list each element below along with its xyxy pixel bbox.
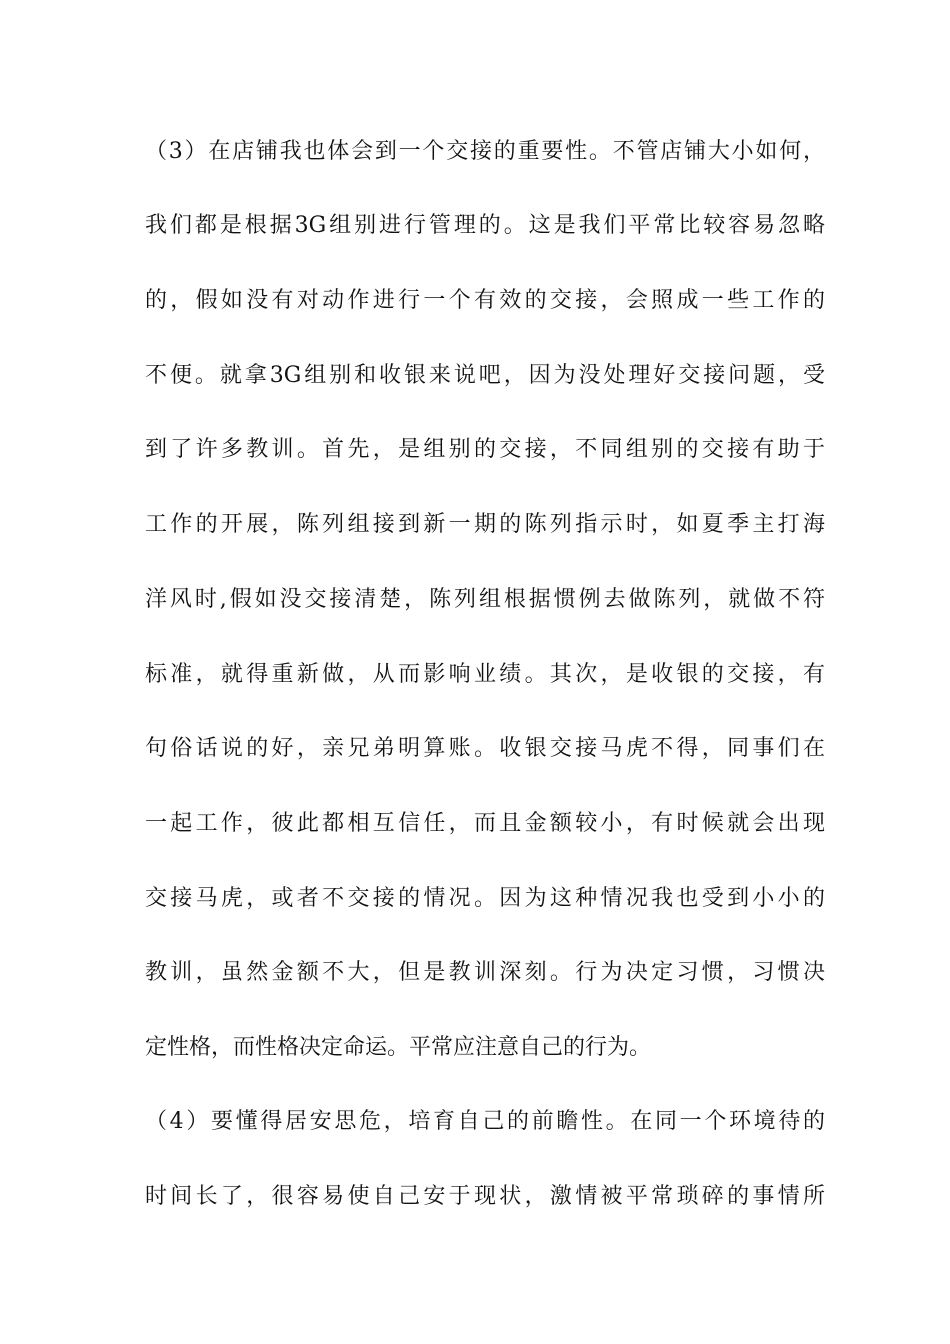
text-line: 定性格，而性格决定命运。平常应注意自己的行为。: [145, 1035, 652, 1060]
text-line: 的，假如没有对动作进行一个有效的交接，会照成一些工作的: [145, 288, 825, 313]
text-line: （3）在店铺我也体会到一个交接的重要性。不管店铺大小如何，: [145, 139, 825, 164]
text-line: 交接马虎，或者不交接的情况。因为这种情况我也受到小小的: [145, 886, 825, 911]
text-line: 到了许多教训。首先，是组别的交接，不同组别的交接有助于: [145, 437, 825, 462]
text-line: 不便。就拿3G组别和收银来说吧，因为没处理好交接问题，受: [145, 363, 825, 388]
text-line: （4）要懂得居安思危，培育自己的前瞻性。在同一个环境待的: [145, 1109, 825, 1134]
text-line: 工作的开展，陈列组接到新一期的陈列指示时，如夏季主打海: [145, 512, 825, 537]
text-line: 教训，虽然金额不大，但是教训深刻。行为决定习惯，习惯决: [145, 960, 825, 985]
text-line: 时间长了，很容易使自己安于现状，激情被平常琐碎的事情所: [145, 1184, 825, 1209]
text-line: 一起工作，彼此都相互信任，而且金额较小，有时候就会出现: [145, 811, 825, 836]
text-line: 我们都是根据3G组别进行管理的。这是我们平常比较容易忽略: [145, 213, 825, 238]
text-line: 句俗话说的好，亲兄弟明算账。收银交接马虎不得，同事们在: [145, 736, 825, 761]
text-line: 标准，就得重新做，从而影响业绩。其次，是收银的交接，有: [145, 662, 825, 687]
text-line: 洋风时,假如没交接清楚，陈列组根据惯例去做陈列，就做不符: [145, 587, 825, 612]
